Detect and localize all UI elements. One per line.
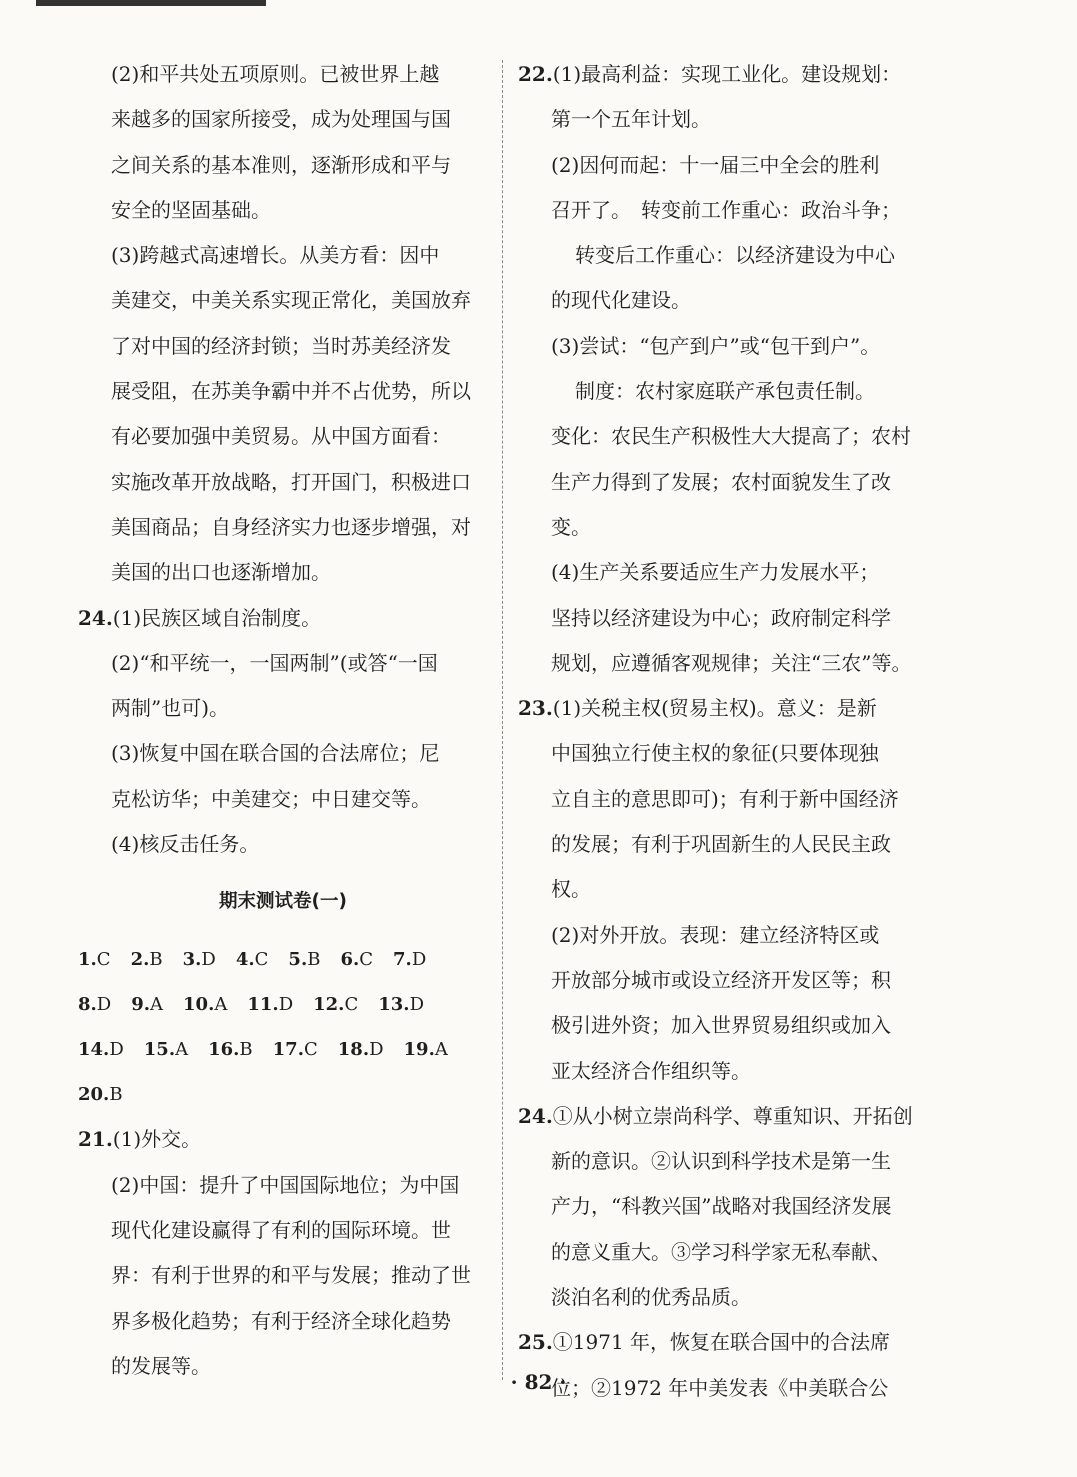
mc-letter: C (96, 949, 111, 971)
answer-text: ①1971 年，恢复在联合国中的合法席 (552, 1330, 891, 1355)
mc-number: 12. (313, 994, 345, 1016)
answer-line: 现代化建设赢得了有利的国际环境。世 (111, 1217, 451, 1242)
mc-answer (78, 1027, 124, 1072)
answer-line: 美国商品；自身经济实力也逐步增强，对 (111, 514, 471, 539)
question-number: 22. (518, 62, 553, 86)
answer-line: 变化：农民生产积极性大大提高了；农村 (551, 424, 911, 449)
answer-line: (2)和平共处五项原则。已被世界上越 (111, 62, 440, 86)
q25-first-line (518, 1320, 928, 1365)
mc-letter: D (369, 1039, 384, 1061)
mc-letter: B (239, 1039, 253, 1061)
q22-first-line (518, 52, 928, 97)
question-number: 21. (78, 1127, 113, 1152)
answer-line: 美建交，中美关系实现正常化，美国放弃 (111, 288, 471, 313)
mc-letter: A (214, 994, 228, 1016)
q24-answer (518, 1139, 928, 1320)
answer-line: 界多极化趋势；有利于经济全球化趋势 (111, 1308, 451, 1333)
answer-line: 的现代化建设。 (551, 288, 691, 313)
mc-letter: D (411, 949, 427, 971)
answer-line: (4)核反击任务。 (111, 832, 260, 857)
answer-line: 了对中国的经济封锁；当时苏美经济发 (111, 333, 451, 358)
answer-line: 权。 (551, 877, 591, 902)
mc-letter: B (109, 1084, 123, 1106)
answer-line: (2)“和平统一，一国两制”(或答“一国 (111, 650, 438, 675)
page-corner-mark (36, 0, 266, 6)
answer-line: 转变后工作重心：以经济建设为中心 (575, 243, 895, 268)
mc-answer (313, 982, 358, 1027)
answer-line: 开放部分城市或设立经济开发区等；积 (551, 967, 891, 992)
answer-text: (1)外交。 (112, 1127, 202, 1152)
answer-line: 立自主的意思即可)；有利于新中国经济 (551, 786, 899, 811)
answer-line: 制度：农村家庭联产承包责任制。 (575, 379, 875, 404)
answer-line: 之间关系的基本准则，逐渐形成和平与 (111, 152, 451, 177)
answer-line: 极引进外资；加入世界贸易组织或加入 (551, 1013, 891, 1038)
mc-number: 5. (288, 949, 308, 971)
answer-line: 两制”也可)。 (111, 696, 230, 721)
q23-continuation (78, 52, 488, 596)
mc-number: 9. (131, 994, 151, 1016)
multiple-choice-answers (78, 937, 488, 1117)
q21-first-line (78, 1117, 488, 1162)
mc-number: 18. (337, 1039, 370, 1061)
mc-letter: C (303, 1039, 318, 1061)
answer-line: 产力，“科教兴国”战略对我国经济发展 (551, 1194, 892, 1219)
answer-line: (3)恢复中国在联合国的合法席位；尼 (111, 741, 440, 766)
answer-line: 坚持以经济建设为中心；政府制定科学 (551, 605, 891, 630)
answer-line: (2)中国：提升了中国国际地位；为中国 (111, 1172, 460, 1197)
answer-line: 淡泊名利的优秀品质。 (551, 1285, 751, 1310)
q23-first-line (518, 686, 928, 731)
mc-number: 10. (183, 994, 215, 1016)
mc-number: 8. (78, 994, 97, 1016)
mc-answer (340, 937, 373, 982)
mc-letter: A (150, 994, 164, 1016)
mc-answer (183, 937, 216, 982)
mc-number: 14. (78, 1039, 110, 1061)
answer-line: 美国的出口也逐渐增加。 (111, 560, 331, 585)
q21-answer (78, 1163, 488, 1389)
right-column (518, 52, 928, 1411)
answer-line: 来越多的国家所接受，成为处理国与国 (111, 107, 451, 132)
q24-first-line (78, 596, 488, 641)
answer-line: 有必要加强中美贸易。从中国方面看： (111, 424, 451, 449)
answer-line: 召开了。 转变前工作重心：政治斗争； (551, 197, 901, 222)
mc-answer (78, 1072, 123, 1117)
mc-letter: B (149, 949, 163, 971)
mc-letter: D (201, 949, 216, 971)
mc-letter: A (175, 1039, 189, 1061)
answer-line: 中国独立行使主权的象征(只要体现独 (551, 741, 879, 766)
mc-answer (404, 1027, 448, 1072)
mc-answer (288, 937, 320, 982)
answer-line: 第一个五年计划。 (551, 107, 711, 132)
mc-number: 20. (78, 1084, 110, 1106)
answer-line: 界：有利于世界的和平与发展；推动了世 (111, 1263, 471, 1288)
mc-answer (236, 937, 269, 982)
answer-line: 规划，应遵循客观规律；关注“三农”等。 (551, 650, 912, 675)
mc-letter: B (307, 949, 321, 971)
mc-answer (144, 1027, 188, 1072)
page-number: · 82 · (510, 1370, 567, 1394)
mc-number: 16. (208, 1039, 240, 1061)
answer-line: 克松访华；中美建交；中日建交等。 (111, 786, 431, 811)
answer-line: 位；②1972 年中美发表《中美联合公 (551, 1375, 889, 1400)
mc-number: 15. (143, 1039, 176, 1061)
mc-row (78, 937, 488, 982)
mc-letter: C (359, 949, 374, 971)
answer-text: (1)最高利益：实现工业化。建设规划： (552, 62, 902, 86)
answer-line: (3)跨越式高速增长。从美方看：因中 (111, 243, 440, 268)
answer-line: (3)尝试：“包产到户”或“包干到户”。 (551, 333, 881, 358)
mc-answer (247, 982, 293, 1027)
mc-number: 3. (182, 949, 202, 971)
mc-number: 1. (78, 949, 97, 971)
q22-answer (518, 97, 928, 686)
column-divider (502, 60, 503, 1380)
mc-number: 7. (393, 949, 412, 971)
answer-text: (1)民族区域自治制度。 (112, 605, 322, 630)
question-number: 23. (518, 696, 553, 721)
q23-answer (518, 731, 928, 1093)
mc-answer (131, 982, 163, 1027)
q24-answer (78, 641, 488, 867)
mc-answer (78, 982, 111, 1027)
mc-row (78, 1027, 488, 1072)
answer-line: (2)对外开放。表现：建立经济特区或 (551, 922, 880, 947)
q24-first-line (518, 1094, 928, 1139)
mc-letter: C (254, 949, 269, 971)
question-number: 24. (78, 605, 113, 630)
question-number: 24. (518, 1103, 553, 1128)
section-title: 期末测试卷(一) (219, 891, 347, 913)
mc-answer (183, 982, 227, 1027)
mc-letter: D (109, 1039, 124, 1061)
answer-line: 的意义重大。③学习科学家无私奉献、 (551, 1239, 891, 1264)
mc-number: 11. (247, 994, 279, 1016)
mc-number: 13. (378, 994, 410, 1016)
mc-answer (131, 937, 163, 982)
mc-letter: D (278, 994, 294, 1016)
mc-answer (393, 937, 426, 982)
answer-line: (2)因何而起：十一届三中全会的胜利 (551, 152, 880, 177)
answer-line: 展受阻，在苏美争霸中并不占优势，所以 (111, 379, 471, 404)
mc-number: 4. (235, 949, 255, 971)
answer-text: (1)关税主权(贸易主权)。意义：是新 (552, 696, 877, 721)
answer-line: 新的意识。②认识到科学技术是第一生 (551, 1149, 891, 1174)
mc-row (78, 982, 488, 1027)
answer-line: 的发展；有利于巩固新生的人民民主政 (551, 832, 891, 857)
mc-number: 2. (130, 949, 150, 971)
mc-number: 19. (403, 1039, 435, 1061)
mc-answer (273, 1027, 318, 1072)
left-column (78, 52, 488, 1389)
answer-line: 变。 (551, 514, 591, 539)
mc-letter: A (434, 1039, 448, 1061)
answer-line: 亚太经济合作组织等。 (551, 1058, 751, 1083)
answer-line: 实施改革开放战略，打开国门，积极进口 (111, 469, 471, 494)
answer-line: (4)生产关系要适应生产力发展水平； (551, 560, 880, 585)
mc-number: 6. (340, 949, 360, 971)
mc-letter: D (409, 994, 424, 1016)
mc-letter: D (96, 994, 112, 1016)
mc-number: 17. (272, 1039, 304, 1061)
mc-answer (208, 1027, 253, 1072)
answer-text: ①从小树立崇尚科学、尊重知识、开拓创 (552, 1103, 913, 1128)
answer-line: 安全的坚固基础。 (111, 197, 271, 222)
mc-letter: C (344, 994, 359, 1016)
mc-answer (78, 937, 111, 982)
answer-line: 的发展等。 (111, 1353, 211, 1378)
mc-row (78, 1072, 488, 1117)
answer-line: 生产力得到了发展；农村面貌发生了改 (551, 469, 891, 494)
mc-answer (338, 1027, 384, 1072)
question-number: 25. (518, 1330, 553, 1355)
mc-answer (378, 982, 424, 1027)
